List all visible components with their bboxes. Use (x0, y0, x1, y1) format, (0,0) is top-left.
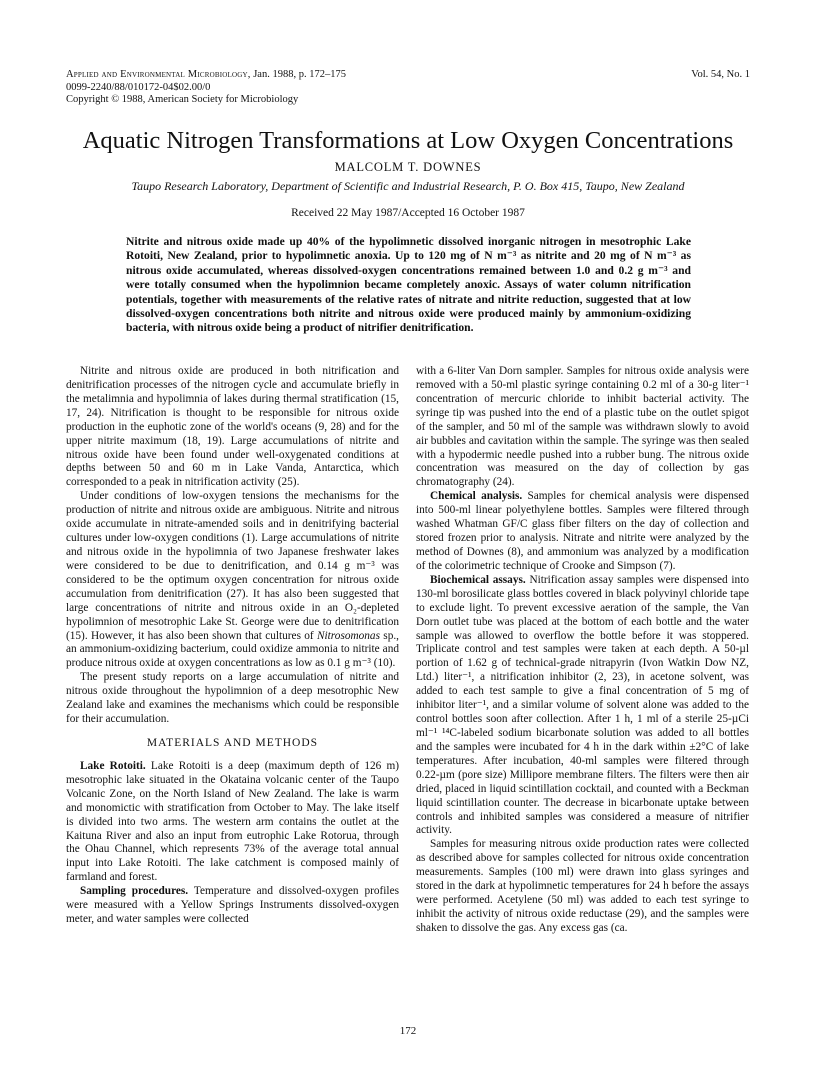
copyright-line: Copyright © 1988, American Society for Microbiology (66, 94, 299, 106)
lake-heading: Lake Rotoiti. (80, 759, 146, 772)
issue-info: Jan. 1988, p. 172–175 (253, 69, 346, 80)
intro-p2-text-a: Under conditions of low-oxygen tensions the mechanisms for the production of nitrite and nitrous oxide are ambiguous. Nitrite and nitrous oxide accumulate in nitrate-amended soils and in denitrifying bacterial cultures under low-oxygen conditions (1). Large accumulations of nitrite and nitrous oxide in the hypolimnia of two Japanese freshwater lakes were considered to be due to denitrification, and 0.14 g m⁻³ was considered to be the optimum oxygen concentration for nitrous oxide accumulation from denitrification (27). It has also been suggested that large concentrations of nitrite and nitrous oxide in an O₂-depleted hypolimnion of mesotrophic Lake St. George were due to denitrification (15). However, it has also been shown that cultures of (66, 490, 399, 642)
volume-info: Vol. 54, No. 1 (691, 69, 750, 80)
intro-paragraph-1: Nitrite and nitrous oxide are produced in both nitrification and denitrification processes of the nitrogen cycle and accumulate briefly in the metalimnia and hypolimnia of lakes during thermal stratification (15, 17, 24). Nitrification is thought to be responsible for nitrous oxide production in the euphotic zone of the world's oceans (9, 28) and for the upper nitrite maximum (18, 19). Large accumulations of nitrite and nitrous oxide have been found under well-oxygenated conditions at depths between 50 and 60 m in Lake Vanda, Antarctica, which corresponded to a peak in nitrification activity (25). (66, 365, 399, 489)
author-name: MALCOLM T. DOWNES (334, 160, 482, 174)
right-column (416, 365, 749, 936)
chemical-analysis-text: Samples for chemical analysis were dispensed into 500-ml linear polyethylene bottles. Samples were filtered through washed Whatman GF/C glass fiber filters on the day of collection and stored frozen prior to analysis. Nitrate and nitrite were analyzed by the method of Downes (8), and ammonium was analyzed by a modification of the colorimetric technique of Crooke and Simpson (7). (416, 490, 749, 572)
journal-name: Applied and Environmental Microbiology, (66, 69, 251, 80)
biochemical-assays-paragraph (416, 574, 749, 839)
sampling-heading: Sampling procedures. (80, 885, 189, 898)
nitrous-oxide-paragraph: Samples for measuring nitrous oxide production rates were collected as described above for samples collected for nitrous oxide concentration measurements. Samples (100 ml) were drawn into glass syringes and stored in the dark at hypolimnetic temperatures for 24 h before the assays were performed. Acetylene (50 ml) was added to each test syringe to inhibit the activity of nitrous oxide reductase (29), and the samples were shaken to dissolve the gas. Any excess gas (ca. (416, 838, 749, 934)
biochemical-assays-text: Nitrification assay samples were dispensed into 130-ml borosilicate glass bottles covered in black polyvinyl chloride tape to exclude light. To prevent excessive aeration of the sample, the Van Dorn outlet tube was placed at the bottom of each bottle and the water sample was allowed to overflow the bottle before it was stoppered. Triplicate control and test samples were taken at each depth. A 50-µl portion of 1.62 g of technical-grade nitrapyrin (Ivon Watkin Dow NZ, Ltd.) liter⁻¹, a nitrification inhibitor (2, 23), in acetone solvent, was added to each test sample to give a final concentration of 5 mg of inhibitor liter⁻¹, and a similar volume of solvent alone was added to the control bottles soon after collection. After 1 h, 1 ml of a sterile 25-µCi ml⁻¹ ¹⁴C-labeled sodium bicarbonate solution was added to all bottles and the samples were incubated for 4 h in the dark within ±2°C of lake temperatures. After incubation, 40-ml samples were filtered through 0.22-µm (pore size) Millipore membrane filters. The filters were then air dried, placed in liquid scintillation cocktail, and counted with a Beckman liquid scintillation counter. The decrease in bicarbonate uptake between controls and inhibited samples was considered a measure of nitrifier activity. (416, 573, 749, 837)
left-column (66, 365, 399, 927)
lake-paragraph (66, 760, 399, 885)
author-affiliation: Taupo Research Laboratory, Department of Scientific and Industrial Research, P. O. Box 415, Taupo, New Zealand (131, 179, 685, 193)
received-dates: Received 22 May 1987/Accepted 16 October 1987 (291, 207, 525, 219)
article-code: 0099-2240/88/010172-04$02.00/0 (66, 81, 211, 93)
running-header (66, 69, 666, 107)
intro-p2-text-b: sp., an ammonium-oxidizing bacterium, could oxidize ammonia to nitrite and produce nitrous oxide at oxygen concentrations as low as 0.1 g m⁻³ (10). (66, 629, 399, 670)
chemical-analysis-heading: Chemical analysis. (430, 490, 523, 503)
biochemical-assays-heading: Biochemical assays. (430, 573, 526, 586)
abstract: Nitrite and nitrous oxide made up 40% of the hypolimnetic dissolved inorganic nitrogen in mesotrophic Lake Rotoiti, New Zealand, prior to hypolimnetic anoxia. Up to 120 mg of N m⁻³ as nitrite and 20 mg of N m⁻³ as nitrous oxide accumulated, whereas dissolved-oxygen concentrations remained between 1.0 and 0.2 g m⁻³ and were totally consumed when the hypolimnion became completely anoxic. Assays of water column nitrification potentials, together with measurements of the relative rates of nitrate and nitrite reduction, suggested that at low dissolved-oxygen concentrations both nitrite and nitrous oxide were produced mainly by ammonium-oxidizing bacteria, with nitrous oxide being a product of nitrifier denitrification. (126, 235, 691, 335)
sampling-text: Temperature and dissolved-oxygen profiles were measured with a Yellow Springs Instruments dissolved-oxygen meter, and water samples were collected (66, 885, 399, 926)
intro-paragraph-3: The present study reports on a large accumulation of nitrite and nitrous oxide throughout the hypolimnion of a deep mesotrophic New Zealand lake and examines the mechanisms which could be responsible for their accumulation. (66, 671, 399, 726)
sampling-continuation: with a 6-liter Van Dorn sampler. Samples for nitrous oxide analysis were removed with a 50-ml plastic syringe containing 0.2 ml of a 30-g liter⁻¹ concentration of mercuric chloride to inhibit bacterial activity. The syringe tip was pushed into the end of a plastic tube on the outlet spigot of the sampler, and 50 ml of the sample was withdrawn slowly to avoid air bubbles and cavitation within the sample. The syringe was then sealed with a hypodermic needle pushed into a rubber bung. The nitrous oxide concentration was measured on the day of collection by gas chromatography (24). (416, 365, 749, 489)
article-title: Aquatic Nitrogen Transformations at Low Oxygen Concentrations (82, 127, 734, 154)
lake-text: Lake Rotoiti is a deep (maximum depth of 126 m) mesotrophic lake situated in the Okataina volcanic center of the Taupo Volcanic Zone, on the North Island of New Zealand. The lake is warm and monomictic with stratification from October to May. The lake itself is divided into two arms. The western arm contains the outlet at the Kaituna River and also an input from eutrophic Lake Rotorua, through the Ohau Channel, which represents 73% of the average total annual input into Lake Rotoiti. The lake catchment is composed mainly of farmland and forest. (66, 759, 399, 884)
section-heading-methods: MATERIALS AND METHODS (146, 736, 319, 749)
sampling-paragraph (66, 885, 399, 927)
intro-paragraph-2 (66, 490, 399, 671)
chemical-analysis-paragraph (416, 490, 749, 574)
organism-name: Nitrosomonas (317, 629, 380, 642)
page-number: 172 (399, 1025, 417, 1037)
